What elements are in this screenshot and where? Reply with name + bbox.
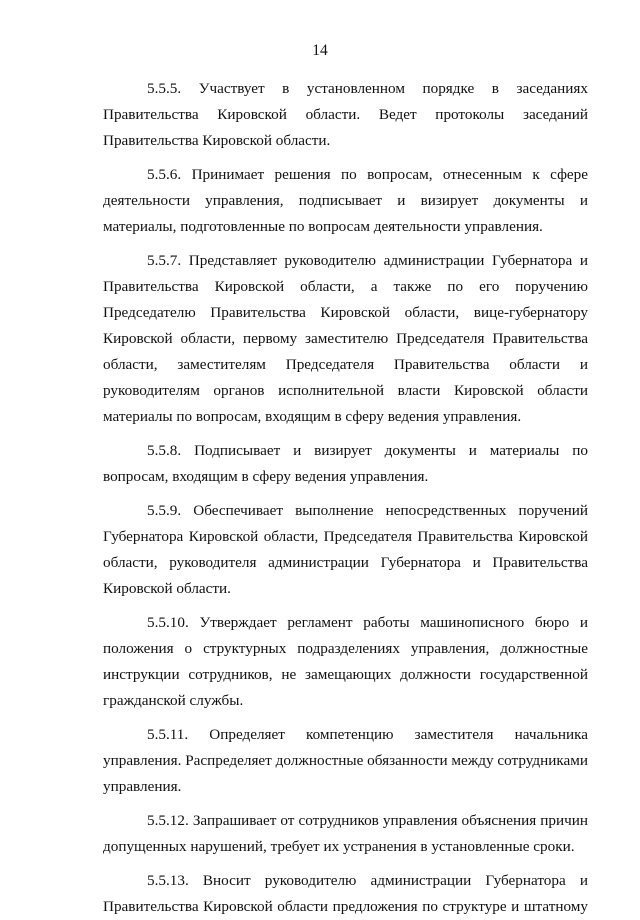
paragraph-5-5-11: [103, 722, 588, 800]
paragraph-text: Утверждает регламент работы машинописного бюро и положения о структурных подразделениях управления, должностные инструкции сотрудников, не замещающих должности государственной гражданской службы.: [103, 614, 588, 709]
paragraph-text: Принимает решения по вопросам, отнесенным к сфере деятельности управления, подписывает и визирует документы и материалы, подготовленные по вопросам деятельности управления.: [103, 166, 588, 235]
paragraph-5-5-12: [103, 808, 588, 860]
paragraph-number: 5.5.10.: [147, 614, 189, 631]
paragraph-text: Вносит руководителю администрации Губернатора и Правительства Кировской области предложения по структуре и штатному: [103, 872, 588, 915]
paragraph-number: 5.5.9.: [147, 502, 182, 519]
paragraph-text: Представляет руководителю администрации Губернатора и Правительства Кировской области, а также по его поручению Председателю Правительства Кировской области, вице-губернатору Кировской области, первому заместителю Председателя Правительства области, заместителям Председателя Правительства области и руководителям органов исполнительной власти Кировской области материалы по вопросам, входящим в сферу ведения управления.: [103, 252, 588, 425]
paragraph-5-5-6: [103, 162, 588, 240]
paragraph-text: Участвует в установленном порядке в заседаниях Правительства Кировской области. Ведет протоколы заседаний Правительства Кировской области.: [103, 80, 588, 149]
paragraph-number: 5.5.5.: [147, 80, 182, 97]
paragraph-text: Запрашивает от сотрудников управления объяснения причин допущенных нарушений, требует их устранения в установленные сроки.: [103, 812, 588, 855]
paragraph-5-5-8: [103, 438, 588, 490]
paragraph-number: 5.5.7.: [147, 252, 182, 269]
paragraph-5-5-5: [103, 76, 588, 154]
document-body: [103, 76, 588, 920]
paragraph-number: 5.5.6.: [147, 166, 182, 183]
paragraph-5-5-9: [103, 498, 588, 602]
paragraph-number: 5.5.11.: [147, 726, 189, 743]
paragraph-number: 5.5.12.: [147, 812, 189, 829]
paragraph-5-5-13: [103, 868, 588, 920]
paragraph-number: 5.5.8.: [147, 442, 182, 459]
paragraph-5-5-7: [103, 248, 588, 430]
paragraph-text: Подписывает и визирует документы и материалы по вопросам, входящим в сферу ведения управления.: [103, 442, 588, 485]
paragraph-number: 5.5.13.: [147, 872, 189, 889]
paragraph-5-5-10: [103, 610, 588, 714]
paragraph-text: Определяет компетенцию заместителя начальника управления. Распределяет должностные обязанности между сотрудниками управления.: [103, 726, 588, 795]
page-number: 14: [312, 42, 328, 59]
paragraph-text: Обеспечивает выполнение непосредственных поручений Губернатора Кировской области, Председателя Правительства Кировской области, руководителя администрации Губернатора и Правительства Кировской области.: [103, 502, 588, 597]
